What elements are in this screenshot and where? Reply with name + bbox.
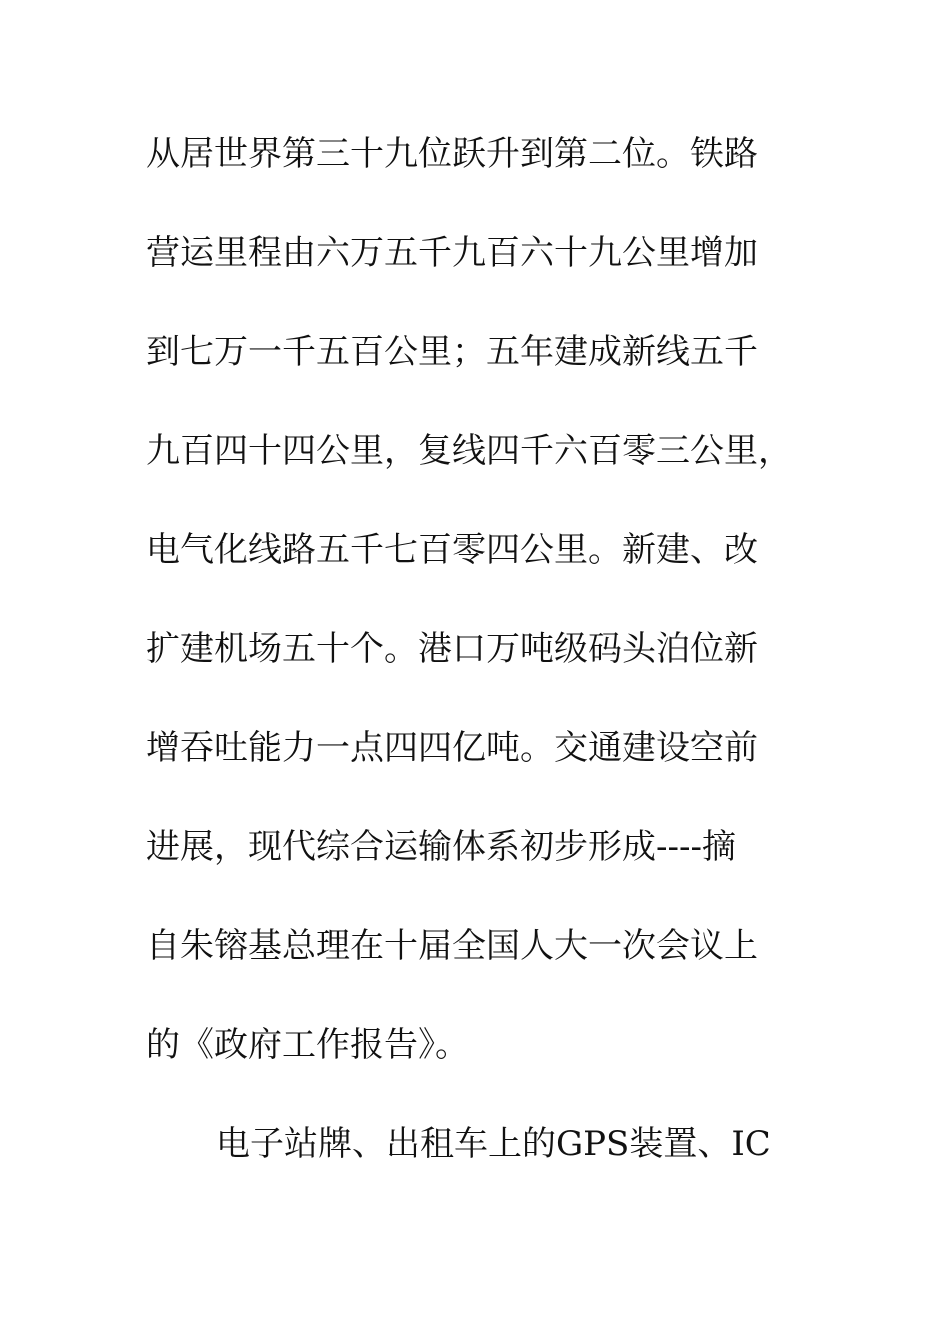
text-line: 九百四十四公里，复线四千六百零三公里， [146,431,792,471]
text-line: 到七万一千五百公里；五年建成新线五千 [146,332,758,372]
paragraph-start-line: 电子站牌、出租车上的GPS装置、IC [216,1124,771,1164]
text-line: 增吞吐能力一点四四亿吨。交通建设空前 [146,728,758,768]
text-line: 扩建机场五十个。港口万吨级码头泊位新 [146,629,758,669]
text-line: 的《政府工作报告》。 [146,1025,469,1065]
text-line: 从居世界第三十九位跃升到第二位。铁路 [146,134,758,174]
body-text [146,124,826,1213]
text-line: 电气化线路五千七百零四公里。新建、改 [146,530,758,570]
text-line: 自朱镕基总理在十届全国人大一次会议上 [146,926,758,966]
text-line: 进展，现代综合运输体系初步形成----摘 [146,827,736,867]
text-line: 营运里程由六万五千九百六十九公里增加 [146,233,758,273]
